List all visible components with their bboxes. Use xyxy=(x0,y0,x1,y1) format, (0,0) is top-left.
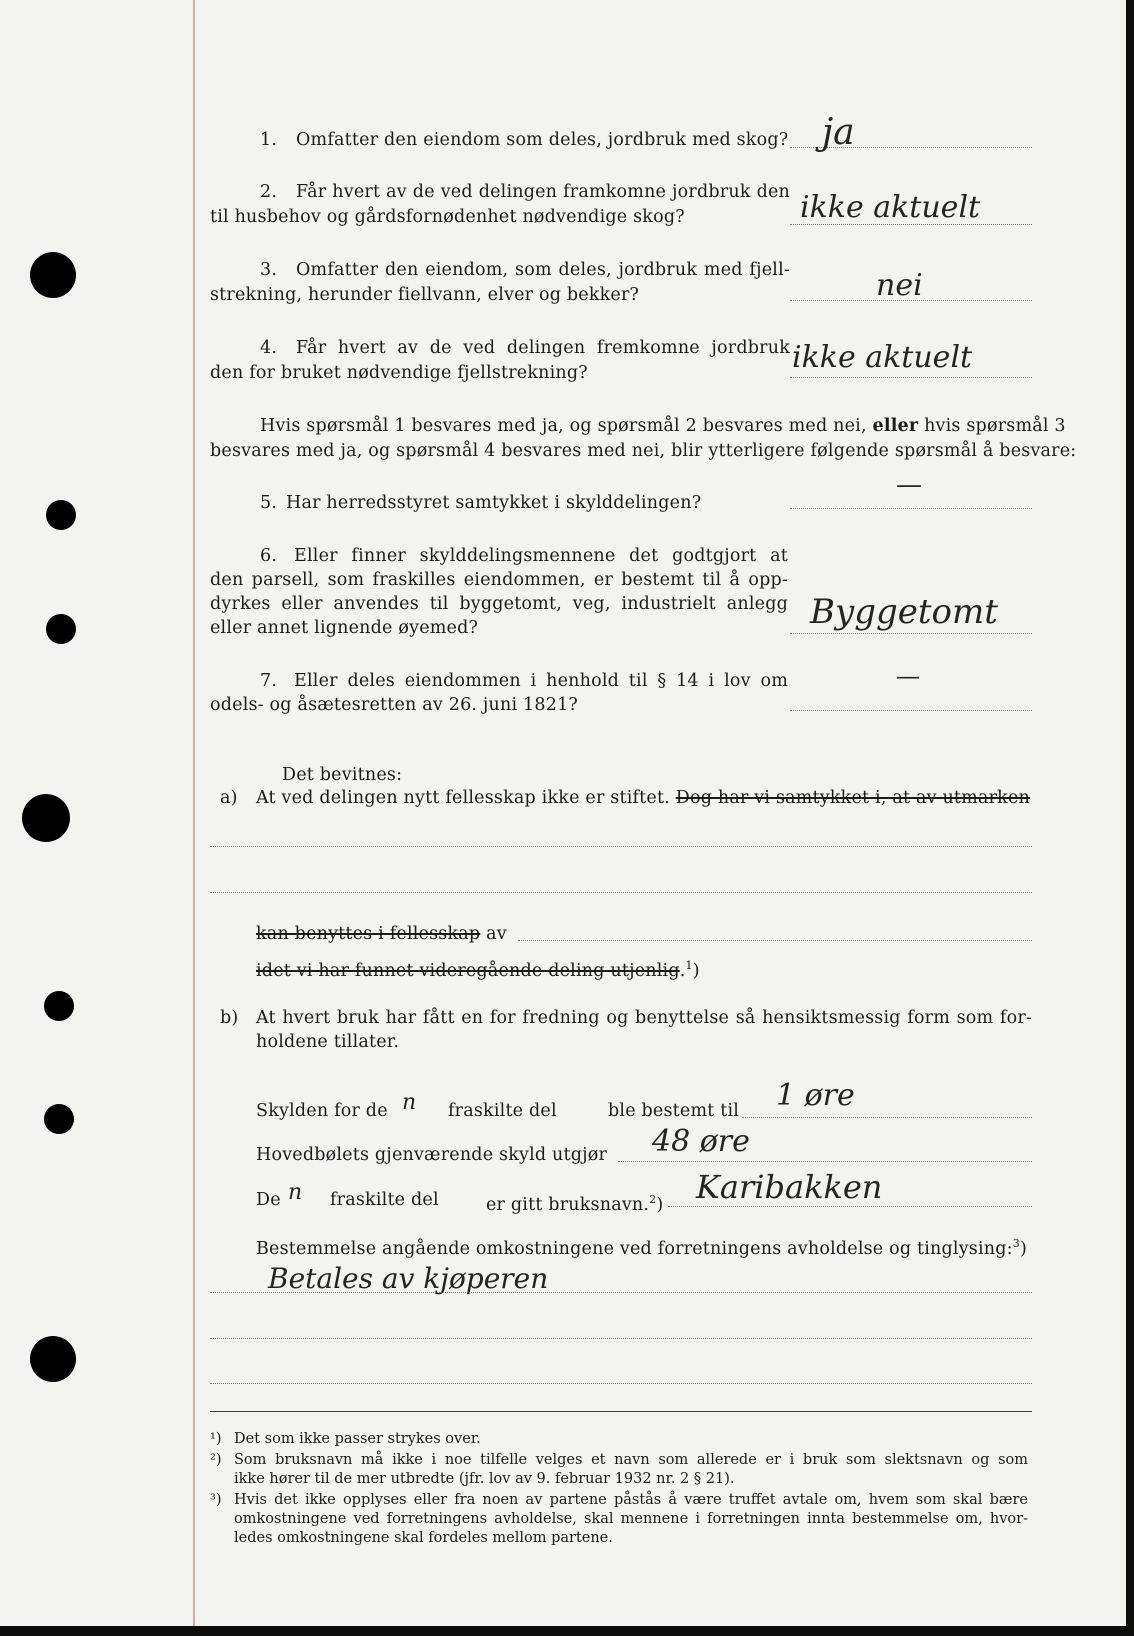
answer-line xyxy=(742,1117,1032,1118)
question-5-text: Har herredsstyret samtykket i skylddelingen? xyxy=(286,493,702,513)
question-6-number: 6. xyxy=(260,546,278,566)
answer-line xyxy=(790,633,1032,634)
skyld-answer-1: 1 øre xyxy=(776,1078,855,1113)
struck-line-3 xyxy=(256,954,700,983)
attest-b-label: b) xyxy=(220,1008,239,1028)
question-7-line2: odels- og åsætesretten av 26. juni 1821? xyxy=(210,695,578,715)
question-6-line4: eller annet lignende øyemed? xyxy=(210,618,479,638)
omkostninger-label: Bestemmelse angående omkostningene ved forretningens avholdelse og tinglysing: xyxy=(256,1238,1013,1259)
answer-line xyxy=(790,377,1032,378)
paren: ) xyxy=(692,960,700,981)
question-1-number: 1. xyxy=(260,130,278,150)
question-4-number: 4. xyxy=(260,338,278,358)
red-margin-line xyxy=(193,0,195,1626)
binder-hole xyxy=(44,991,74,1021)
question-3-line2: strekning, herunder fiellvann, elver og bekker? xyxy=(210,285,640,305)
attest-b-line1: At hvert bruk har fått en for fredning og benyttelse så hensiktsmessig form som for- xyxy=(256,1008,1032,1028)
footnote-1-marker: ¹) xyxy=(210,1431,222,1447)
question-2-line1: Får hvert av de ved delingen framkomne jordbruk den xyxy=(296,182,790,202)
answer-3-handwriting: nei xyxy=(876,268,923,303)
skyld-line3-a: De xyxy=(256,1190,281,1210)
footnote-3-marker: ³) xyxy=(210,1492,222,1508)
condition-bold: eller xyxy=(872,416,919,436)
condition-part1: Hvis spørsmål 1 besvares med ja, og spørsmål 2 besvares med nei, xyxy=(260,416,867,436)
bruksnavn-label: er gitt bruksnavn. xyxy=(486,1194,650,1215)
footnote-3-line2: omkostningene ved forretningens avholdelse, skal mennene i forretningen innta bestemmelse om, hvor- xyxy=(234,1511,1028,1527)
question-1-text: Omfatter den eiendom som deles, jordbruk med skog? xyxy=(296,130,789,150)
question-3-line1: Omfatter den eiendom, som deles, jordbruk med fjell- xyxy=(296,260,790,280)
struck-text-2: kan benyttes i fellesskap xyxy=(256,924,481,944)
condition-line2: besvares med ja, og spørsmål 4 besvares med nei, blir ytterligere følgende spørsmål å besvare: xyxy=(210,441,1077,461)
skyld-line2-a: Hovedbølets gjenværende skyld utgjør xyxy=(256,1145,608,1165)
question-6-line3: dyrkes eller anvendes til byggetomt, veg, industrielt anlegg xyxy=(210,594,788,614)
answer-line xyxy=(668,1206,1032,1207)
av-text: av xyxy=(486,924,507,944)
skyld-answer-4: Betales av kjøperen xyxy=(268,1262,549,1295)
blank-line xyxy=(518,940,1032,941)
blank-line xyxy=(210,1292,1032,1293)
attest-a-text: At ved delingen nytt fellesskap ikke er stiftet. xyxy=(256,788,670,808)
skyld-line1-c: ble bestemt til xyxy=(608,1101,740,1121)
struck-line-2 xyxy=(256,922,507,946)
skyld-answer-2: 48 øre xyxy=(652,1124,750,1159)
question-4-line1: Får hvert av de ved delingen fremkomne jordbruk xyxy=(296,338,790,358)
blank-line xyxy=(210,1338,1032,1339)
answer-line xyxy=(790,710,1032,711)
skyld-line1-a: Skylden for de xyxy=(256,1101,388,1121)
skyld-line4 xyxy=(256,1232,1027,1261)
blank-line xyxy=(210,1383,1032,1384)
answer-4-handwriting: ikke aktuelt xyxy=(792,340,973,375)
condition-part2: hvis spørsmål 3 xyxy=(924,416,1066,436)
answer-line xyxy=(618,1161,1032,1162)
answer-7-handwriting: — xyxy=(896,662,920,690)
footnote-2-line1: Som bruksnavn må ikke i noe tilfelle velges et navn som allerede er i bruk som slektsnavn og som xyxy=(234,1452,1028,1468)
question-4-line2: den for bruket nødvendige fjellstrekning? xyxy=(210,363,588,383)
binder-hole xyxy=(46,500,76,530)
binder-hole xyxy=(46,614,76,644)
condition-line1 xyxy=(260,414,1066,438)
blank-line xyxy=(210,892,1032,893)
answer-line xyxy=(790,508,1032,509)
paren: ) xyxy=(1019,1238,1027,1259)
answer-6-handwriting: Byggetomt xyxy=(810,592,998,632)
question-6-line2: den parsell, som fraskilles eiendommen, er bestemt til å opp- xyxy=(210,570,788,590)
question-2-number: 2. xyxy=(260,182,278,202)
footnote-1: Det som ikke passer strykes over. xyxy=(234,1431,481,1447)
attest-heading: Det bevitnes: xyxy=(282,765,403,785)
footnote-3-line1: Hvis det ikke opplyses eller fra noen av partene påstås å være truffet avtale om, hvem som skal bære xyxy=(234,1492,1028,1508)
footnote-ref-3: 3 xyxy=(1012,1237,1020,1250)
binder-hole xyxy=(30,252,76,298)
question-2-line2: til husbehov og gårdsfornødenhet nødvendige skog? xyxy=(210,207,685,227)
question-3-number: 3. xyxy=(260,260,278,280)
attest-a-line xyxy=(256,786,1030,810)
skyld-line3-b: fraskilte del xyxy=(330,1190,439,1210)
skyld-line1-handwriting-n: n xyxy=(402,1090,417,1115)
footnote-separator xyxy=(210,1411,1032,1412)
answer-2-handwriting: ikke aktuelt xyxy=(800,190,981,225)
skyld-answer-3: Karibakken xyxy=(696,1168,883,1206)
question-7-number: 7. xyxy=(260,671,278,691)
binder-hole xyxy=(30,1336,76,1382)
binder-hole xyxy=(22,794,70,842)
skyld-line1-b: fraskilte del xyxy=(448,1101,557,1121)
struck-text-3: idet vi har funnet videregående deling utjenlig xyxy=(256,960,680,981)
footnote-2-marker: ²) xyxy=(210,1452,222,1468)
answer-1-handwriting: ja xyxy=(822,112,855,153)
question-6-line1: Eller finner skylddelingsmennene det godtgjort at xyxy=(294,546,788,566)
footnote-2-line2: ikke hører til de mer utbredte (jfr. lov av 9. februar 1932 nr. 2 § 21). xyxy=(234,1471,735,1487)
skyld-line3-c xyxy=(486,1188,663,1217)
binder-hole xyxy=(44,1104,74,1134)
skyld-line3-handwriting-n: n xyxy=(288,1180,303,1205)
question-5-number: 5. xyxy=(260,493,278,513)
attest-a-struck: Dog har vi samtykket i, at av utmarken xyxy=(675,788,1030,808)
paren: ) xyxy=(656,1194,664,1215)
blank-line xyxy=(210,846,1032,847)
answer-5-handwriting: — xyxy=(896,470,922,500)
footnote-ref-1: 1 xyxy=(685,959,693,972)
footnote-ref-2: 2 xyxy=(649,1193,657,1206)
attest-b-line2: holdene tillater. xyxy=(256,1032,400,1052)
footnote-3-line3: ledes omkostningene skal fordeles mellom partene. xyxy=(234,1530,613,1546)
question-7-line1: Eller deles eiendommen i henhold til § 14 i lov om xyxy=(294,671,788,691)
attest-a-label: a) xyxy=(220,788,238,808)
period: . xyxy=(679,960,686,981)
